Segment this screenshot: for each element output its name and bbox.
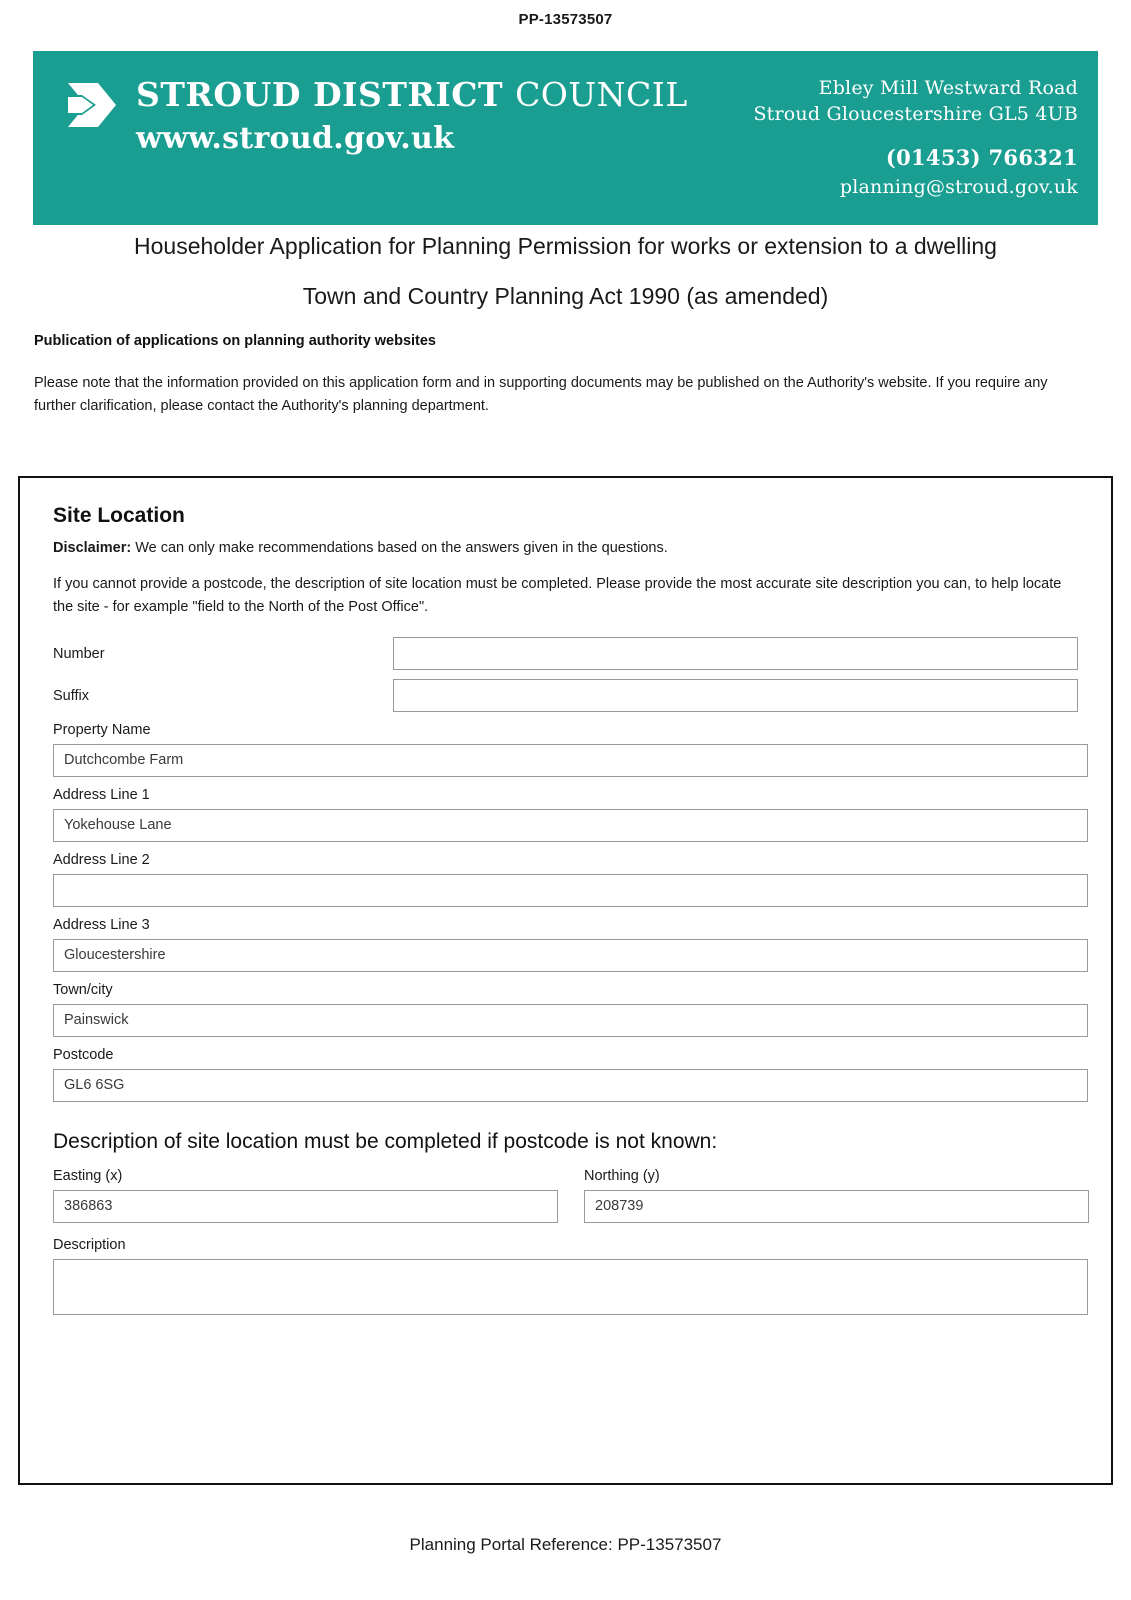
document-reference: PP-13573507 xyxy=(518,11,613,28)
council-contact-block xyxy=(753,75,1078,198)
number-input[interactable] xyxy=(393,637,1078,670)
site-location-help-text: If you cannot provide a postcode, the description of site location must be completed. Please provide the most accurate site description you can, to help locate the site - for example "field to the North of the Post Office". xyxy=(53,576,1062,615)
council-name-light: COUNCIL xyxy=(515,75,688,114)
number-row xyxy=(53,637,1078,670)
page-footer: Planning Portal Reference: PP-13573507 xyxy=(409,1535,722,1554)
town-input[interactable]: Painswick xyxy=(53,1004,1088,1037)
council-address-line-2: Stroud Gloucestershire GL5 4UB xyxy=(753,103,1078,125)
council-website: www.stroud.gov.uk xyxy=(136,121,455,156)
description-label: Description xyxy=(53,1237,126,1253)
council-header-banner xyxy=(33,51,1098,225)
address-line-2-label: Address Line 2 xyxy=(53,852,150,868)
council-phone: (01453) 766321 xyxy=(885,145,1078,170)
town-label: Town/city xyxy=(53,982,113,998)
address-line-2-input[interactable] xyxy=(53,874,1088,907)
easting-label: Easting (x) xyxy=(53,1168,123,1184)
council-name xyxy=(136,75,688,114)
property-name-label: Property Name xyxy=(53,722,151,738)
property-name-input[interactable]: Dutchcombe Farm xyxy=(53,744,1088,777)
northing-label: Northing (y) xyxy=(584,1168,660,1184)
publication-body: Please note that the information provided on this application form and in supporting documents may be published on the Authority's website. If you require any further clarification, please contact the Authority's planning department. xyxy=(34,375,1048,414)
postcode-input[interactable]: GL6 6SG xyxy=(53,1069,1088,1102)
number-label: Number xyxy=(53,645,105,662)
description-section-heading: Description of site location must be completed if postcode is not known: xyxy=(53,1130,718,1153)
easting-input[interactable]: 386863 xyxy=(53,1190,558,1223)
section-title: Site Location xyxy=(53,504,185,527)
disclaimer xyxy=(53,540,1078,556)
publication-heading: Publication of applications on planning authority websites xyxy=(34,333,436,349)
address-line-1-row xyxy=(53,787,1078,842)
easting-field xyxy=(53,1168,558,1223)
coordinates-row xyxy=(53,1168,1078,1223)
council-name-bold: STROUD DISTRICT xyxy=(136,75,516,114)
town-row xyxy=(53,982,1078,1037)
property-name-row xyxy=(53,722,1078,777)
disclaimer-label: Disclaimer: xyxy=(53,540,132,556)
description-textarea[interactable] xyxy=(53,1259,1088,1315)
address-line-3-label: Address Line 3 xyxy=(53,917,150,933)
suffix-label: Suffix xyxy=(53,687,90,704)
council-address-line-1: Ebley Mill Westward Road xyxy=(818,77,1078,99)
northing-input[interactable]: 208739 xyxy=(584,1190,1089,1223)
page-title: Householder Application for Planning Permission for works or extension to a dwelling xyxy=(134,233,997,259)
address-line-1-input[interactable]: Yokehouse Lane xyxy=(53,809,1088,842)
address-line-3-row xyxy=(53,917,1078,972)
suffix-row xyxy=(53,679,1078,712)
address-line-1-label: Address Line 1 xyxy=(53,787,150,803)
disclaimer-text: We can only make recommendations based on the answers given in the questions. xyxy=(131,540,668,556)
site-location-panel xyxy=(18,476,1113,1485)
northing-field xyxy=(584,1168,1089,1223)
postcode-label: Postcode xyxy=(53,1047,114,1063)
page-subtitle: Town and Country Planning Act 1990 (as amended) xyxy=(302,283,829,309)
suffix-input[interactable] xyxy=(393,679,1078,712)
address-line-2-row xyxy=(53,852,1078,907)
postcode-row xyxy=(53,1047,1078,1102)
address-line-3-input[interactable]: Gloucestershire xyxy=(53,939,1088,972)
council-email: planning@stroud.gov.uk xyxy=(839,176,1078,198)
stroud-logo-icon xyxy=(66,81,118,129)
